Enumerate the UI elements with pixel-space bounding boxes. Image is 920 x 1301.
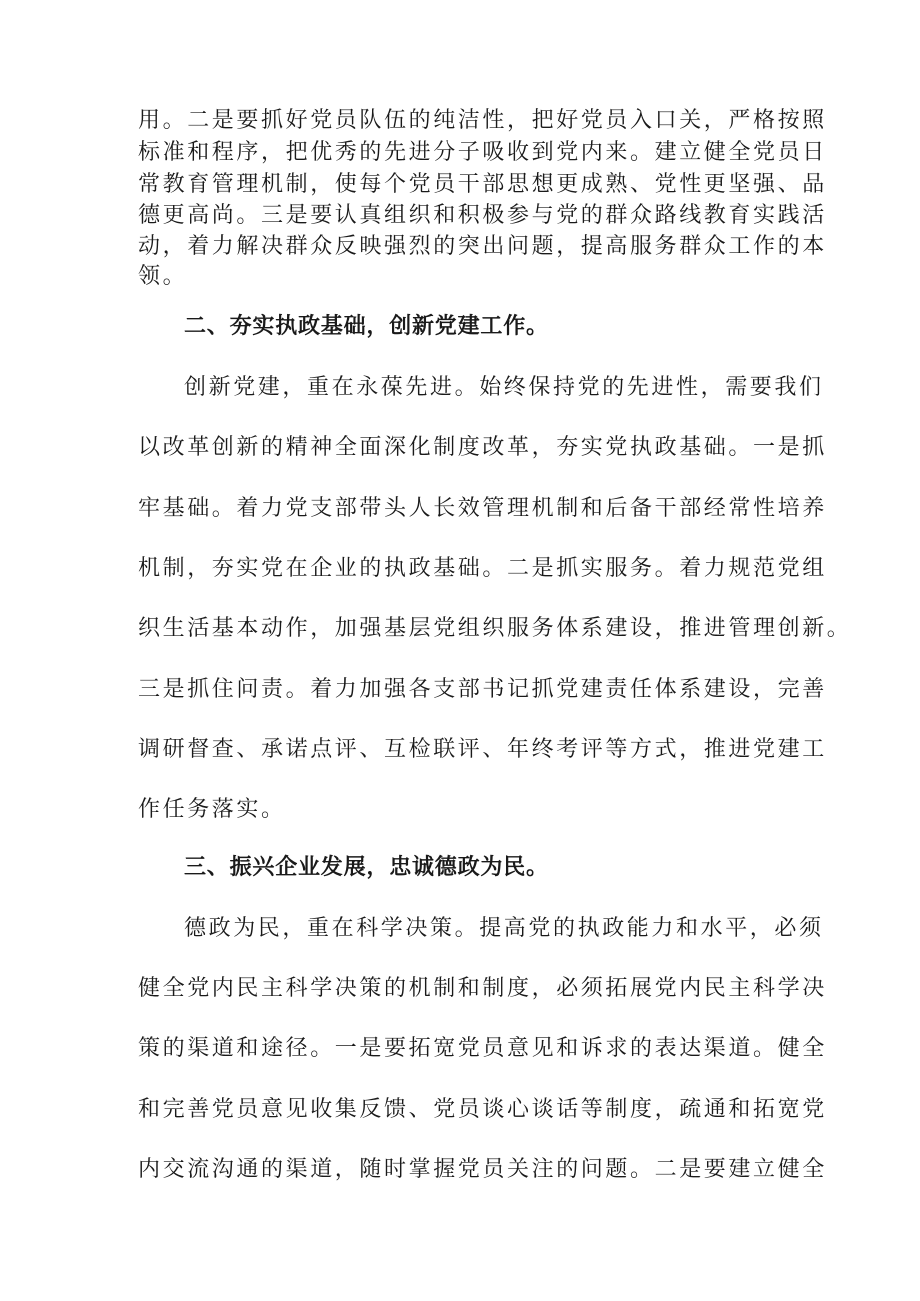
section-heading-3: 三、振兴企业发展，忠诚德政为民。 <box>184 855 549 880</box>
paragraph-3-line: 和完善党员意见收集反馈、党员谈心谈话等制度，疏通和拓宽党 <box>138 1097 827 1122</box>
paragraph-1-line: 常教育管理机制，使每个党员干部思想更成熟、党性更坚强、品 <box>138 172 827 197</box>
section-heading-2: 二、夯实执政基础，创新党建工作。 <box>184 314 549 339</box>
paragraph-2-line: 三是抓住问责。着力加强各支部书记抓党建责任体系建设，完善 <box>138 677 827 702</box>
paragraph-3-line: 策的渠道和途径。一是要拓宽党员意见和诉求的表达渠道。健全 <box>138 1036 827 1061</box>
paragraph-2-line: 以改革创新的精神全面深化制度改革，夯实党执政基础。一是抓 <box>138 435 827 460</box>
paragraph-1-line: 德更高尚。三是要认真组织和积极参与党的群众路线教育实践活 <box>138 203 827 228</box>
paragraph-2-line: 作任务落实。 <box>138 797 286 822</box>
paragraph-2-line: 织生活基本动作，加强基层党组织服务体系建设，推进管理创新。 <box>138 616 852 641</box>
paragraph-2-line: 创新党建，重在永葆先进。始终保持党的先进性，需要我们 <box>184 375 824 400</box>
paragraph-1-line: 领。 <box>138 264 188 289</box>
paragraph-1-line: 用。二是要抓好党员队伍的纯洁性，把好党员入口关，严格按照 <box>138 108 827 133</box>
paragraph-2-line: 机制，夯实党在企业的执政基础。二是抓实服务。着力规范党组 <box>138 556 827 581</box>
paragraph-3-line: 健全党内民主科学决策的机制和制度，必须拓展党内民主科学决 <box>138 976 827 1001</box>
paragraph-3-line: 德政为民，重在科学决策。提高党的执政能力和水平，必须 <box>184 916 824 941</box>
paragraph-2-line: 调研督查、承诺点评、互检联评、年终考评等方式，推进党建工 <box>138 737 827 762</box>
paragraph-2-line: 牢基础。着力党支部带头人长效管理机制和后备干部经常性培养 <box>138 496 827 521</box>
paragraph-1-line: 动，着力解决群众反映强烈的突出问题，提高服务群众工作的本 <box>138 234 827 259</box>
paragraph-3-line: 内交流沟通的渠道，随时掌握党员关注的问题。二是要建立健全 <box>138 1157 827 1182</box>
paragraph-1-line: 标准和程序，把优秀的先进分子吸收到党内来。建立健全党员日 <box>138 140 827 165</box>
